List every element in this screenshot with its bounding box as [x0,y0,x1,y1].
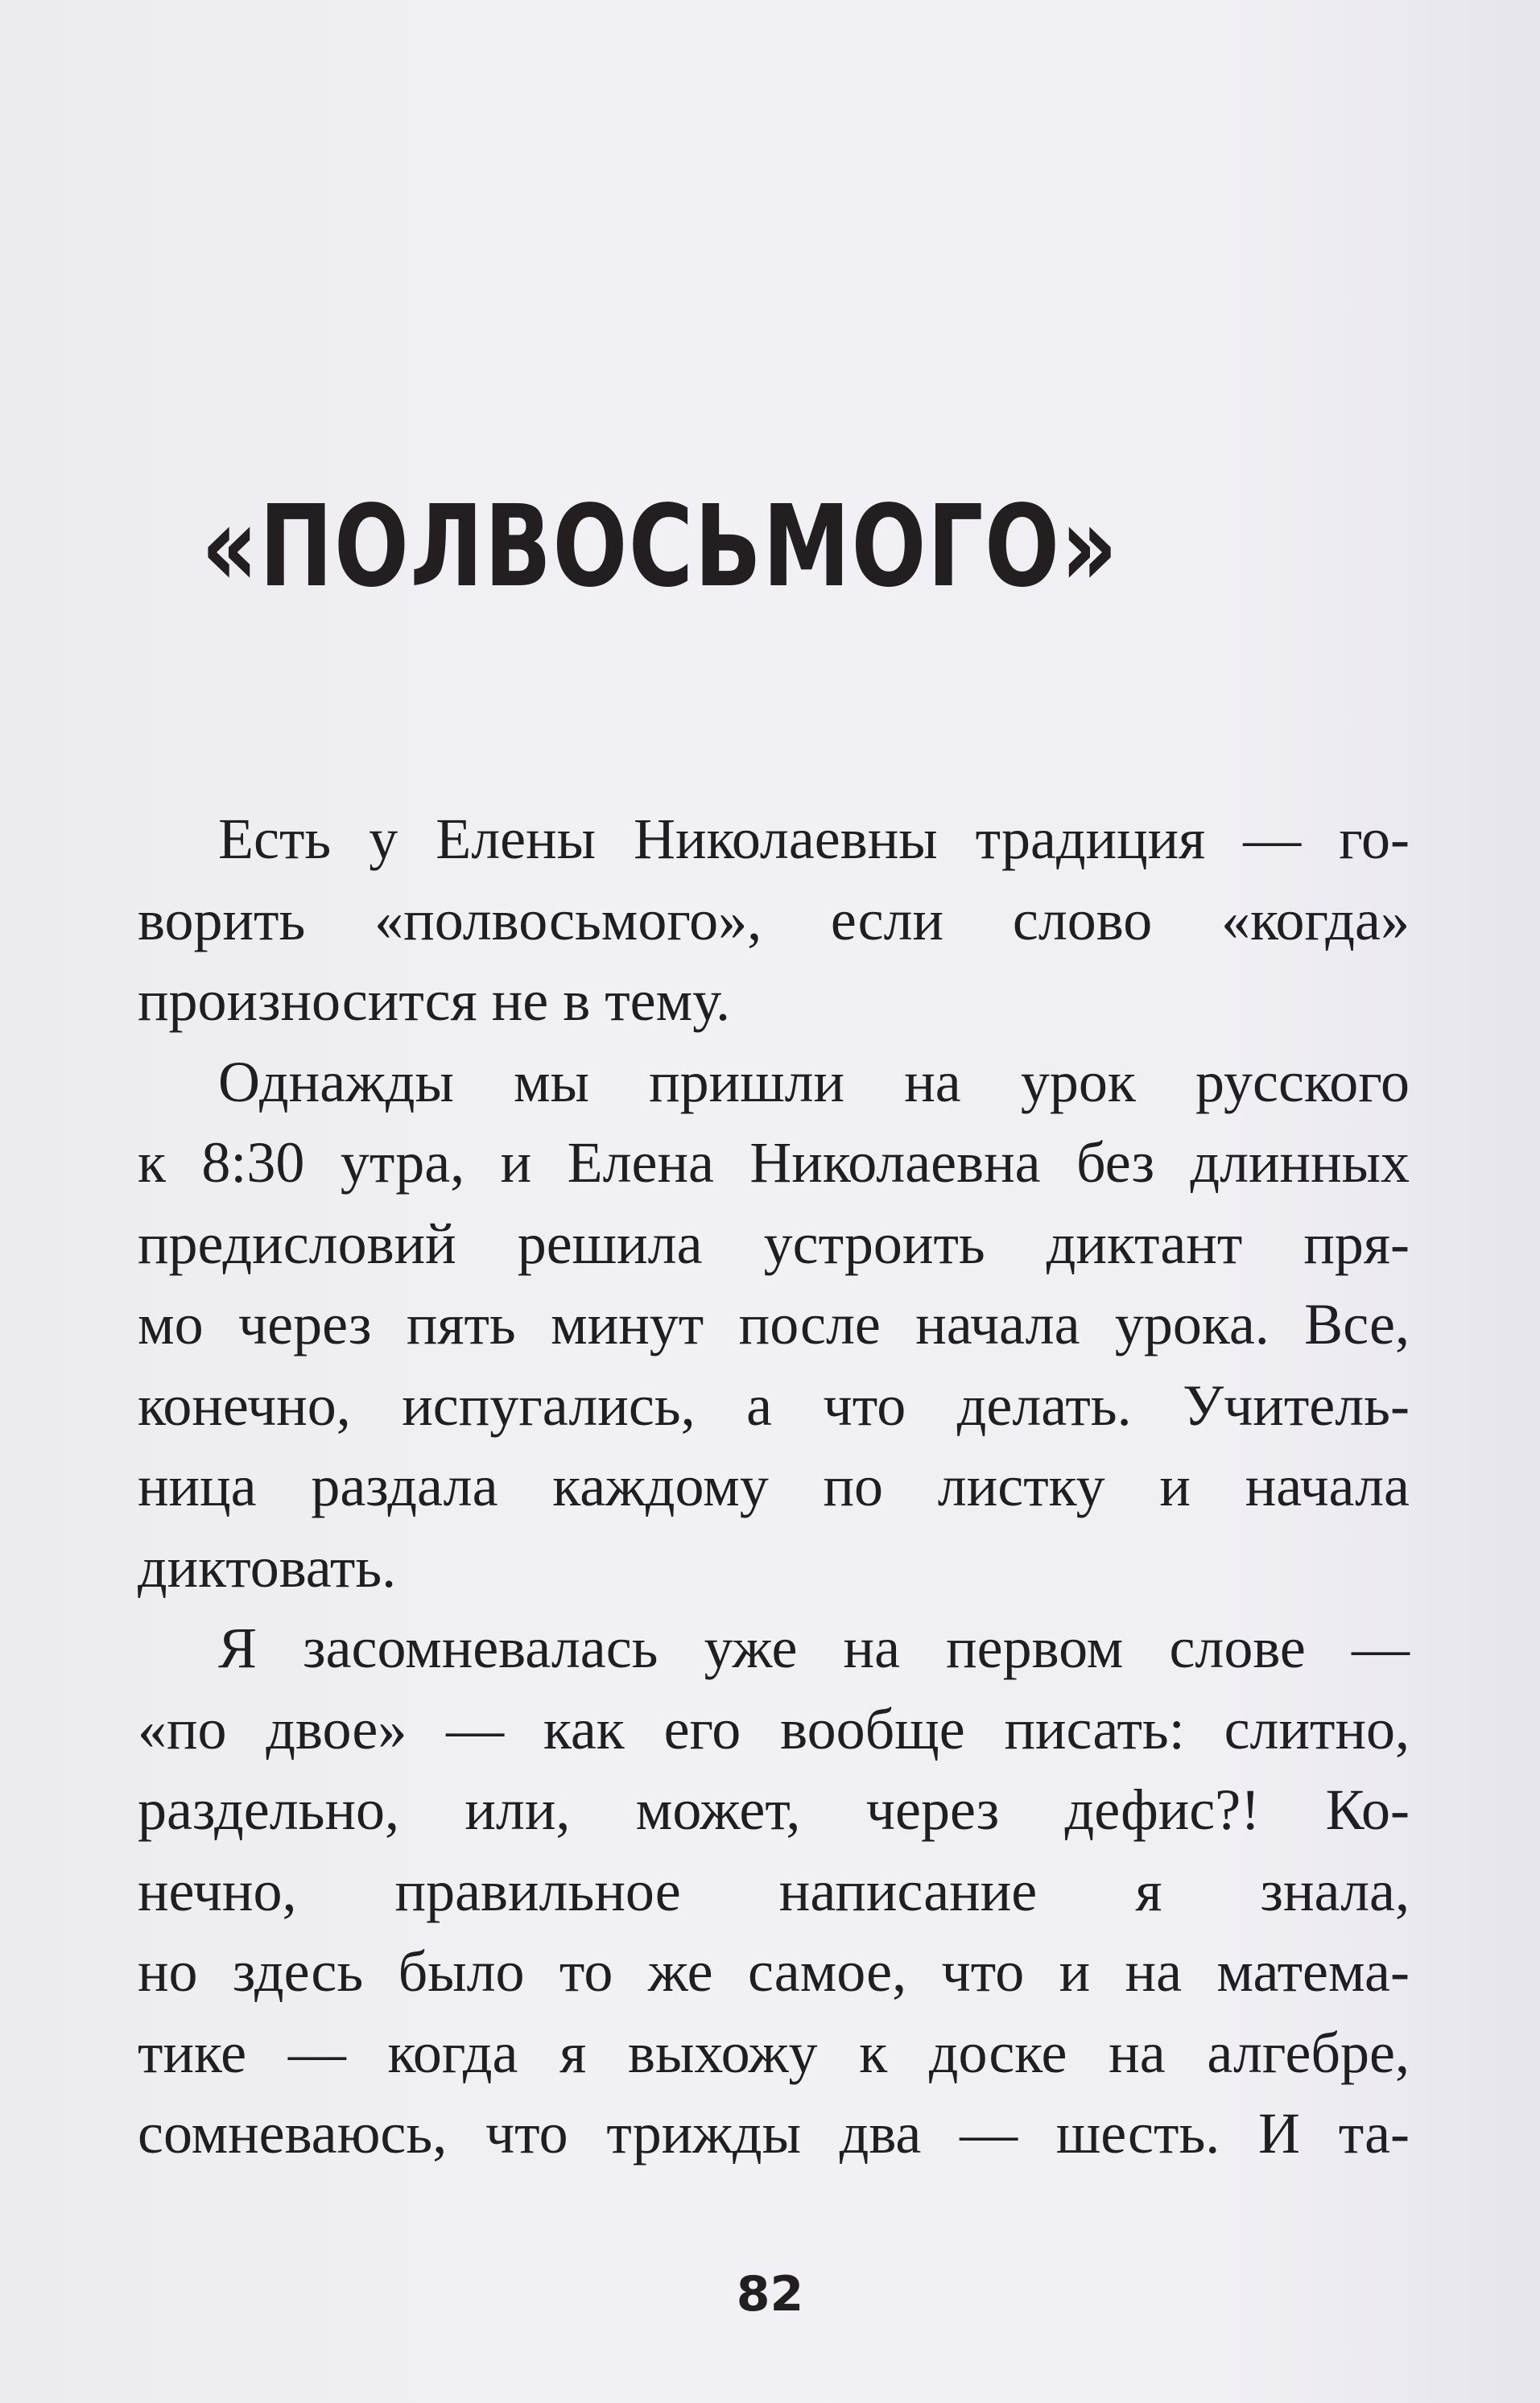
text-line: раздельно, или, может, через дефис?! Ко- [138,1777,1410,1842]
body-text [138,799,1410,2174]
text-line: нечно, правильное написание я знала, [138,1858,1410,1923]
text-line: к 8:30 утра, и Елена Николаевна без длинных [138,1130,1410,1195]
text-line: мо через пять минут после начала урока. Все, [138,1292,1410,1356]
text-line: ворить «полвосьмого», если слово «когда» [138,887,1410,952]
page-number: 82 [736,2266,804,2322]
text-line: Однажды мы пришли на урок русского [218,1049,1410,1114]
text-line: предисловий решила устроить диктант пря- [138,1211,1410,1276]
chapter-title: «ПОЛВОСЬМОГО» [201,481,1119,613]
text-line: но здесь было то же самое, что и на матема- [138,1939,1410,2004]
text-line: произносится не в тему. [138,968,730,1033]
text-line: диктовать. [138,1534,397,1600]
paragraph [138,1608,1410,2174]
text-line: Я засомневалась уже на первом слове — [218,1616,1410,1680]
text-line: «по двое» — как его вообще писать: слитно, [138,1696,1410,1761]
text-line: Есть у Елены Николаевны традиция — го- [218,807,1410,871]
paragraph [138,799,1410,1042]
text-line: тике — когда я выхожу к доске на алгебре, [138,2020,1410,2085]
paragraph [138,1042,1410,1608]
text-line: конечно, испугались, а что делать. Учитель- [138,1373,1410,1438]
text-line: сомневаюсь, что трижды два — шесть. И та- [138,2101,1410,2166]
text-line: ница раздала каждому по листку и начала [138,1454,1410,1518]
